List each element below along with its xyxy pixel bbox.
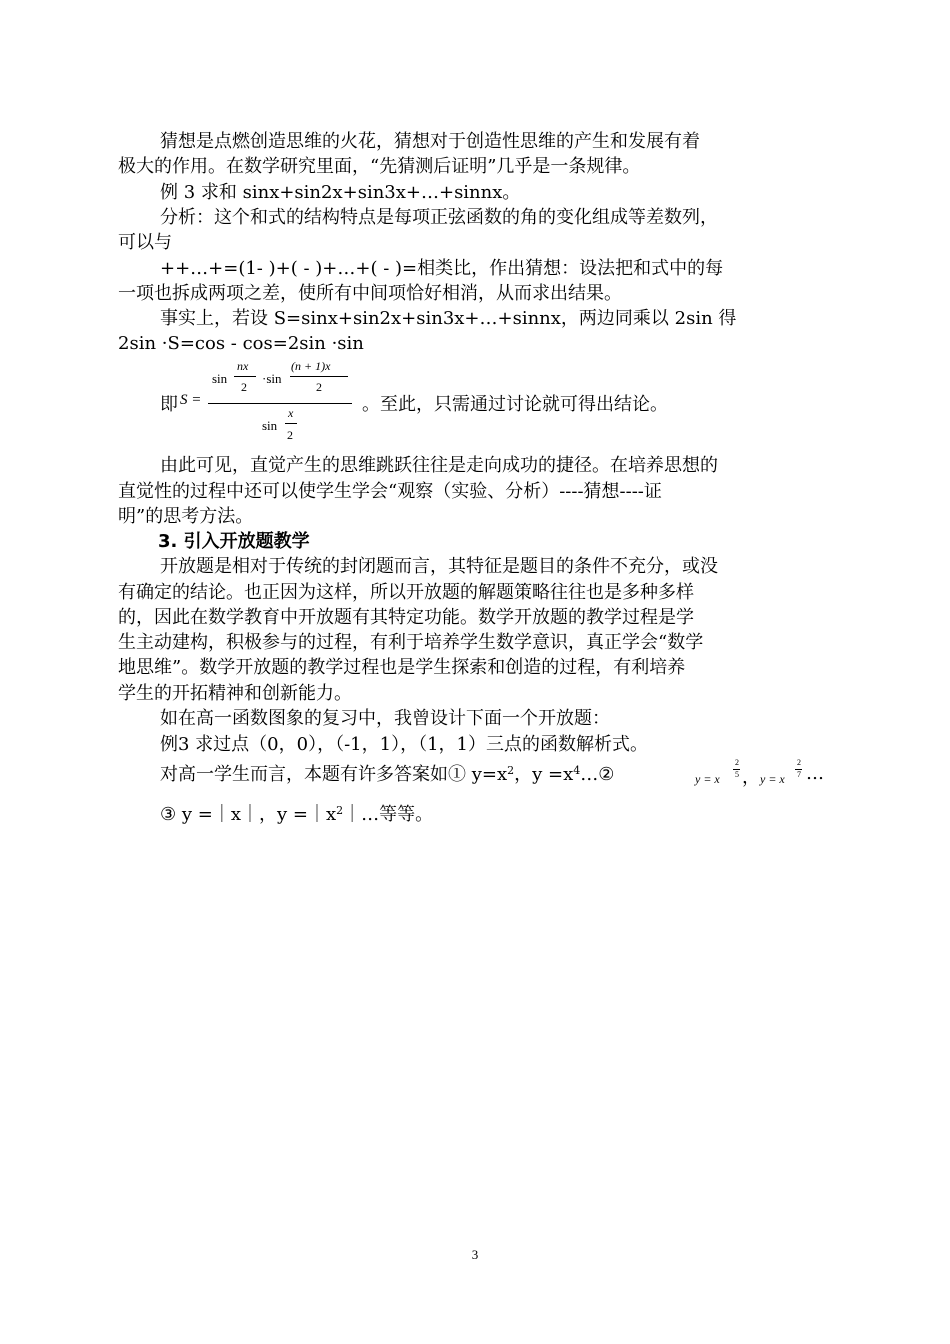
formula-inner-fraction-line <box>290 376 348 377</box>
exponent: 2 <box>336 804 344 817</box>
paragraph-line: 有确定的结论。也正因为这样，所以开放题的解题策略往往也是多种多样 <box>118 582 694 603</box>
analysis-line: 一项也拆成两项之差，使所有中间项恰好相消，从而求出结果。 <box>118 283 622 304</box>
formula-num-dot-sin: ·sin <box>262 371 282 386</box>
paragraph-line: 开放题是相对于传统的封闭题而言，其特征是题目的条件不充分，或没 <box>160 556 718 577</box>
formula-suffix: 。至此，只需通过讨论就可得出结论。 <box>362 394 668 415</box>
formula-den-sin: sin <box>262 418 278 433</box>
paragraph-line: 明”的思考方法。 <box>118 506 254 527</box>
paragraph-line: 猜想是点燃创造思维的火花，猜想对于创造性思维的产生和发展有着 <box>160 131 700 152</box>
exponent: 2 <box>507 764 515 777</box>
answers-text: …② <box>580 764 615 785</box>
formula-y-x-two-sevenths: y = x <box>760 772 785 786</box>
answers-text: ｜…等等。 <box>343 804 434 825</box>
formula-main-fraction-line <box>208 403 352 404</box>
analysis-line: ++…+=(1- )+( - )+…+( - )=相类比，作出猜想：设法把和式中的每 <box>160 258 724 279</box>
paragraph-line: 由此可见，直觉产生的思维跳跃往往是走向成功的捷径。在培养思想的 <box>160 455 718 476</box>
page-number: 3 <box>471 1247 479 1262</box>
paragraph-line: 的，因此在数学教育中开放题有其特定功能。数学开放题的教学过程是学 <box>118 607 694 628</box>
answers-line <box>160 763 614 787</box>
formula-num-sin: sin <box>212 371 228 386</box>
fact-line: 2sin ·S=cos - cos=2sin ·sin <box>118 333 364 354</box>
exponent-denominator: 7 <box>797 770 801 779</box>
fact-line: 事实上，若设 S=sinx+sin2x+sin3x+…+sinnx，两边同乘以 2sin 得 <box>160 308 737 329</box>
example-title: 例3 求过点（0，0），（-1，1），（1，1）三点的函数解析式。 <box>160 734 648 755</box>
paragraph-line: 学生的开拓精神和创新能力。 <box>118 683 352 704</box>
formula-num-nx: nx <box>237 359 249 373</box>
paragraph-line: 生主动建构，积极参与的过程，有利于培养学生数学意识，真正学会“数学 <box>118 632 704 653</box>
formula-num-n1x: (n + 1)x <box>291 359 331 373</box>
formula-prefix: 即 <box>160 394 178 415</box>
answers-text: 对高一学生而言，本题有许多答案如① y=x <box>160 764 508 785</box>
answers-text: ，y =x <box>514 764 574 785</box>
paragraph-line: 地思维”。数学开放题的教学过程也是学生探索和创造的过程，有利培养 <box>118 657 686 678</box>
formula-y-x-two-fifths: y = x <box>695 772 720 786</box>
formula-inner-fraction-line <box>234 376 256 377</box>
paragraph-line: 如在高一函数图象的复习中，我曾设计下面一个开放题： <box>160 708 610 729</box>
section-heading: 3. 引入开放题教学 <box>158 531 310 552</box>
paragraph-line: 极大的作用。在数学研究里面，“先猜测后证明”几乎是一条规律。 <box>118 156 641 177</box>
formula-den-x: x <box>288 406 294 420</box>
formula-inner-fraction-line <box>285 423 297 424</box>
exponent-denominator: 5 <box>735 770 739 779</box>
example-title <box>160 181 876 205</box>
example-text: 例 3 求和 sinx+sin2x+sin3x+…+sinnx。 <box>160 182 521 203</box>
paragraph-line: 直觉性的过程中还可以使学生学会“观察（实验、分析）----猜想----证 <box>118 481 662 502</box>
answers-comma: ， <box>742 767 760 788</box>
formula-num-two: 2 <box>241 380 247 394</box>
analysis-line: 分析：这个和式的结构特点是每项正弦函数的角的变化组成等差数列， <box>160 207 718 228</box>
formula-s-label: S = <box>180 392 202 408</box>
exponent: 4 <box>573 764 581 777</box>
formula-num-two: 2 <box>316 380 322 394</box>
exponent-numerator: 2 <box>797 758 801 767</box>
answers-line <box>160 803 433 827</box>
formula-den-two: 2 <box>287 428 293 442</box>
analysis-line: 可以与 <box>118 232 172 253</box>
answers-text: ③ y =｜x｜，y =｜x <box>160 804 337 825</box>
answers-ellipsis: … <box>806 763 824 784</box>
exponent-numerator: 2 <box>735 758 739 767</box>
